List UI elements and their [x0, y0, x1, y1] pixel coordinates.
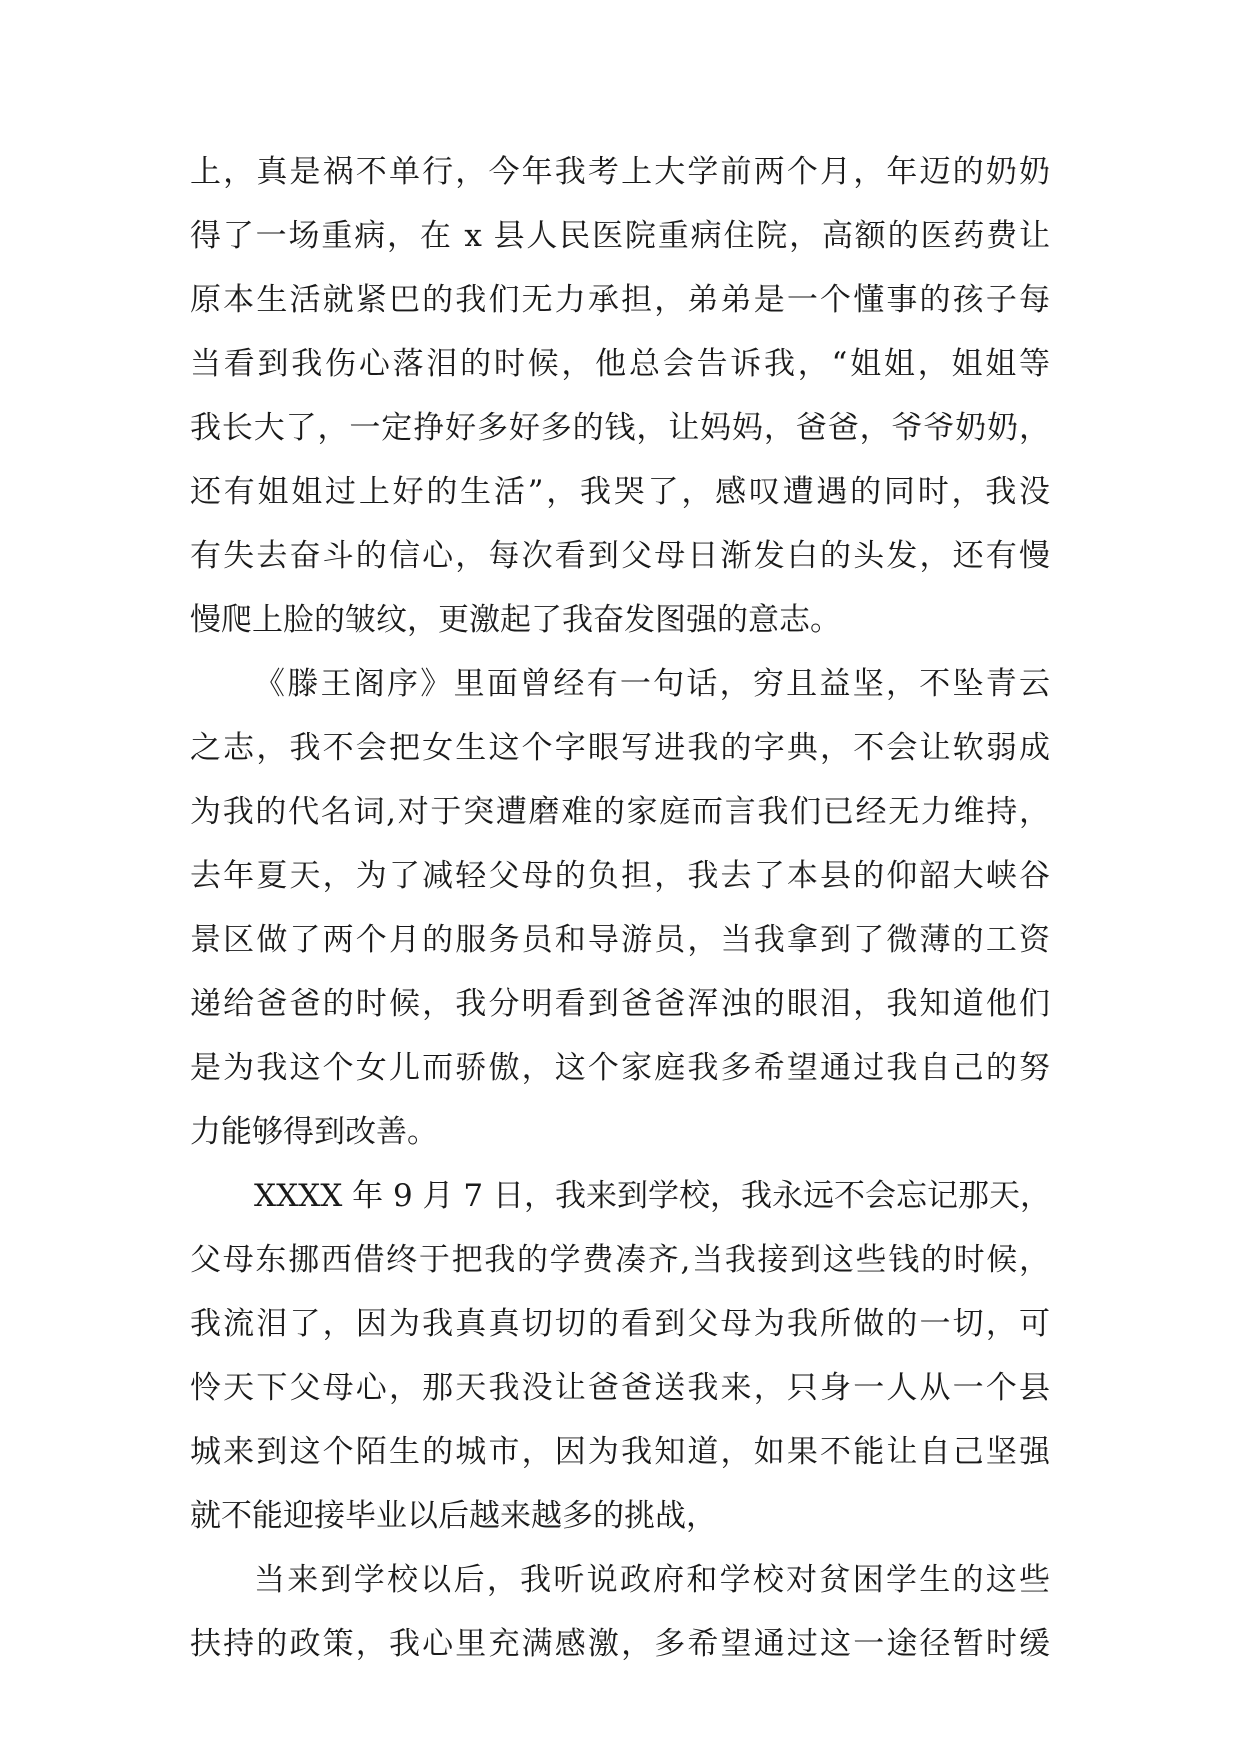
- paragraph-1-line-7: 有失去奋斗的信心，每次看到父母日渐发白的头发，还有慢: [190, 538, 1050, 574]
- paragraph-1-line-2: 得了一场重病，在 x 县人民医院重病住院，高额的医药费让: [190, 218, 1050, 254]
- paragraph-2-line-2: 之志，我不会把女生这个字眼写进我的字典，不会让软弱成: [190, 730, 1050, 766]
- paragraph-3-line-2: 父母东挪西借终于把我的学费凑齐,当我接到这些钱的时候，: [190, 1242, 1050, 1278]
- body-text: [190, 140, 1050, 1676]
- paragraph-1-line-6: 还有姐姐过上好的生活”，我哭了，感叹遭遇的同时，我没: [190, 474, 1050, 510]
- paragraph-3-line-1: XXXX 年 9 月 7 日，我来到学校，我永远不会忘记那天，: [254, 1178, 1051, 1214]
- paragraph-1-line-5: 我长大了，一定挣好多好多的钱，让妈妈，爸爸，爷爷奶奶，: [190, 410, 1050, 446]
- paragraph-2-line-4: 去年夏天，为了减轻父母的负担，我去了本县的仰韶大峡谷: [190, 858, 1050, 894]
- paragraph-2-line-1: 《滕王阁序》里面曾经有一句话，穷且益坚，不坠青云: [254, 666, 1050, 702]
- paragraph-1-line-8: 慢爬上脸的皱纹，更激起了我奋发图强的意志。: [190, 602, 841, 638]
- paragraph-1-line-1: 上，真是祸不单行，今年我考上大学前两个月，年迈的奶奶: [190, 154, 1050, 190]
- paragraph-1-line-3: 原本生活就紧巴的我们无力承担，弟弟是一个懂事的孩子每: [190, 282, 1050, 318]
- paragraph-2-line-6: 递给爸爸的时候，我分明看到爸爸浑浊的眼泪，我知道他们: [190, 986, 1050, 1022]
- paragraph-4-line-2: 扶持的政策，我心里充满感激，多希望通过这一途径暂时缓: [190, 1626, 1050, 1662]
- paragraph-4-line-1: 当来到学校以后，我听说政府和学校对贫困学生的这些: [254, 1562, 1050, 1598]
- paragraph-1-line-4: 当看到我伤心落泪的时候，他总会告诉我，“姐姐，姐姐等: [190, 346, 1050, 382]
- paragraph-2-line-3: 为我的代名词,对于突遭磨难的家庭而言我们已经无力维持，: [190, 794, 1050, 830]
- paragraph-3-line-3: 我流泪了，因为我真真切切的看到父母为我所做的一切，可: [190, 1306, 1050, 1342]
- paragraph-3-line-6: 就不能迎接毕业以后越来越多的挑战，: [190, 1498, 717, 1534]
- paragraph-3-line-5: 城来到这个陌生的城市，因为我知道，如果不能让自己坚强: [190, 1434, 1050, 1470]
- paragraph-3-line-4: 怜天下父母心，那天我没让爸爸送我来，只身一人从一个县: [190, 1370, 1050, 1406]
- paragraph-2-line-5: 景区做了两个月的服务员和导游员，当我拿到了微薄的工资: [190, 922, 1050, 958]
- paragraph-2-line-8: 力能够得到改善。: [190, 1114, 438, 1150]
- paragraph-2-line-7: 是为我这个女儿而骄傲，这个家庭我多希望通过我自己的努: [190, 1050, 1050, 1086]
